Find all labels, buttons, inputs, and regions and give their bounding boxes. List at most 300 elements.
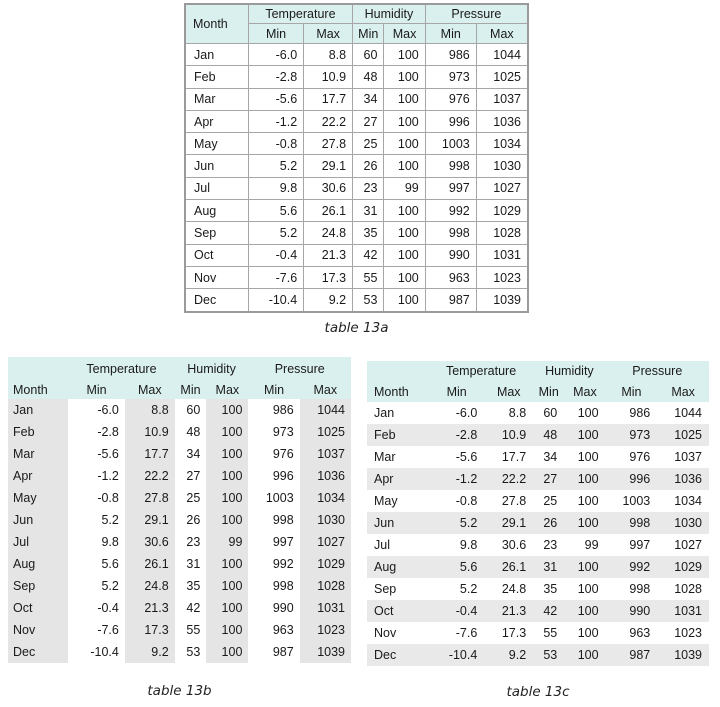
value-cell: 1025 bbox=[300, 421, 351, 443]
table-row bbox=[367, 402, 709, 424]
table-body bbox=[185, 44, 528, 312]
value-cell: 1029 bbox=[657, 556, 709, 578]
table-row bbox=[185, 266, 528, 288]
table-row bbox=[8, 553, 351, 575]
value-cell: 31 bbox=[175, 553, 207, 575]
value-cell: -1.2 bbox=[68, 465, 125, 487]
value-cell: 8.8 bbox=[304, 44, 353, 66]
table-row bbox=[8, 575, 351, 597]
value-cell: -0.4 bbox=[68, 597, 125, 619]
value-cell: 10.9 bbox=[484, 424, 533, 446]
value-cell: 1003 bbox=[425, 133, 476, 155]
value-cell: 24.8 bbox=[484, 578, 533, 600]
month-cell: Dec bbox=[8, 641, 68, 663]
month-cell: May bbox=[8, 487, 68, 509]
value-cell: 31 bbox=[353, 200, 384, 222]
month-cell: Feb bbox=[8, 421, 68, 443]
month-cell: Feb bbox=[185, 66, 248, 88]
table-row bbox=[367, 534, 709, 556]
table-row bbox=[8, 421, 351, 443]
table-row bbox=[367, 600, 709, 622]
value-cell: 100 bbox=[384, 222, 425, 244]
value-cell: 17.7 bbox=[125, 443, 175, 465]
value-cell: 997 bbox=[248, 531, 299, 553]
value-cell: 1028 bbox=[300, 575, 351, 597]
value-cell: 1039 bbox=[300, 641, 351, 663]
value-cell: 987 bbox=[425, 289, 476, 312]
month-cell: Dec bbox=[185, 289, 248, 312]
header-max: Max bbox=[484, 381, 533, 402]
table-row bbox=[367, 490, 709, 512]
value-cell: 60 bbox=[175, 399, 207, 421]
value-cell: 53 bbox=[533, 644, 564, 666]
value-cell: 5.2 bbox=[248, 222, 303, 244]
value-cell: 100 bbox=[564, 556, 605, 578]
value-cell: 9.2 bbox=[304, 289, 353, 312]
value-cell: 1037 bbox=[476, 88, 528, 110]
value-cell: -1.2 bbox=[429, 468, 484, 490]
value-cell: 55 bbox=[353, 266, 384, 288]
value-cell: 987 bbox=[606, 644, 658, 666]
header-max: Max bbox=[300, 380, 351, 399]
value-cell: -5.6 bbox=[68, 443, 125, 465]
value-cell: 100 bbox=[564, 644, 605, 666]
value-cell: 100 bbox=[564, 402, 605, 424]
value-cell: 100 bbox=[206, 575, 248, 597]
table-row bbox=[367, 512, 709, 534]
header-month: Month bbox=[367, 361, 429, 402]
value-cell: 27 bbox=[353, 110, 384, 132]
value-cell: 100 bbox=[206, 619, 248, 641]
value-cell: 1030 bbox=[476, 155, 528, 177]
value-cell: 30.6 bbox=[125, 531, 175, 553]
value-cell: 100 bbox=[384, 244, 425, 266]
value-cell: 986 bbox=[248, 399, 299, 421]
header-max: Max bbox=[476, 24, 528, 44]
value-cell: 1028 bbox=[476, 222, 528, 244]
value-cell: 1039 bbox=[657, 644, 709, 666]
month-cell: Dec bbox=[367, 644, 429, 666]
value-cell: 996 bbox=[248, 465, 299, 487]
value-cell: 100 bbox=[384, 110, 425, 132]
table-row bbox=[185, 66, 528, 88]
value-cell: 22.2 bbox=[484, 468, 533, 490]
value-cell: 48 bbox=[175, 421, 207, 443]
header-humidity: Humidity bbox=[353, 4, 426, 24]
table-row bbox=[8, 465, 351, 487]
value-cell: 973 bbox=[425, 66, 476, 88]
value-cell: 100 bbox=[564, 424, 605, 446]
value-cell: 1023 bbox=[476, 266, 528, 288]
table-row bbox=[8, 531, 351, 553]
value-cell: 23 bbox=[353, 177, 384, 199]
value-cell: 976 bbox=[248, 443, 299, 465]
value-cell: 9.8 bbox=[68, 531, 125, 553]
value-cell: 100 bbox=[384, 66, 425, 88]
month-cell: Apr bbox=[185, 110, 248, 132]
value-cell: -7.6 bbox=[68, 619, 125, 641]
month-cell: Mar bbox=[185, 88, 248, 110]
month-cell: Apr bbox=[8, 465, 68, 487]
value-cell: 1036 bbox=[657, 468, 709, 490]
value-cell: 27.8 bbox=[484, 490, 533, 512]
value-cell: 8.8 bbox=[125, 399, 175, 421]
value-cell: 26.1 bbox=[304, 200, 353, 222]
value-cell: 1025 bbox=[476, 66, 528, 88]
month-cell: Mar bbox=[8, 443, 68, 465]
month-cell: May bbox=[367, 490, 429, 512]
value-cell: 27.8 bbox=[125, 487, 175, 509]
value-cell: -0.4 bbox=[248, 244, 303, 266]
value-cell: 986 bbox=[425, 44, 476, 66]
table-row bbox=[185, 155, 528, 177]
value-cell: 55 bbox=[533, 622, 564, 644]
value-cell: 26.1 bbox=[484, 556, 533, 578]
value-cell: 35 bbox=[353, 222, 384, 244]
value-cell: 100 bbox=[564, 512, 605, 534]
header-min: Min bbox=[175, 380, 207, 399]
value-cell: 100 bbox=[384, 44, 425, 66]
value-cell: 100 bbox=[384, 289, 425, 312]
header-min: Min bbox=[606, 381, 658, 402]
value-cell: 23 bbox=[175, 531, 207, 553]
value-cell: 9.2 bbox=[125, 641, 175, 663]
value-cell: 48 bbox=[353, 66, 384, 88]
value-cell: 100 bbox=[206, 487, 248, 509]
value-cell: -5.6 bbox=[429, 446, 484, 468]
month-cell: Apr bbox=[367, 468, 429, 490]
value-cell: 1031 bbox=[300, 597, 351, 619]
value-cell: 1044 bbox=[300, 399, 351, 421]
table-row bbox=[367, 578, 709, 600]
value-cell: -6.0 bbox=[68, 399, 125, 421]
table-row bbox=[185, 44, 528, 66]
value-cell: 8.8 bbox=[484, 402, 533, 424]
value-cell: 100 bbox=[564, 446, 605, 468]
value-cell: 99 bbox=[384, 177, 425, 199]
value-cell: 100 bbox=[564, 490, 605, 512]
value-cell: 1028 bbox=[657, 578, 709, 600]
value-cell: 1025 bbox=[657, 424, 709, 446]
table-row bbox=[8, 597, 351, 619]
month-cell: Oct bbox=[185, 244, 248, 266]
value-cell: 5.2 bbox=[68, 509, 125, 531]
month-cell: Nov bbox=[8, 619, 68, 641]
month-cell: Jun bbox=[8, 509, 68, 531]
month-cell: Sep bbox=[8, 575, 68, 597]
value-cell: -10.4 bbox=[429, 644, 484, 666]
value-cell: 24.8 bbox=[125, 575, 175, 597]
value-cell: 100 bbox=[564, 578, 605, 600]
month-cell: Aug bbox=[8, 553, 68, 575]
header-max: Max bbox=[304, 24, 353, 44]
value-cell: 100 bbox=[206, 443, 248, 465]
header-min: Min bbox=[68, 380, 125, 399]
value-cell: 5.6 bbox=[68, 553, 125, 575]
value-cell: 5.6 bbox=[248, 200, 303, 222]
value-cell: 990 bbox=[606, 600, 658, 622]
month-cell: Nov bbox=[367, 622, 429, 644]
value-cell: 24.8 bbox=[304, 222, 353, 244]
table-13a bbox=[184, 3, 529, 313]
value-cell: 5.6 bbox=[429, 556, 484, 578]
value-cell: 17.7 bbox=[304, 88, 353, 110]
value-cell: 1034 bbox=[300, 487, 351, 509]
value-cell: 5.2 bbox=[68, 575, 125, 597]
table-row bbox=[8, 443, 351, 465]
value-cell: 1030 bbox=[300, 509, 351, 531]
value-cell: 21.3 bbox=[125, 597, 175, 619]
header-min: Min bbox=[248, 24, 303, 44]
value-cell: 25 bbox=[175, 487, 207, 509]
value-cell: 998 bbox=[248, 509, 299, 531]
table-row bbox=[8, 487, 351, 509]
value-cell: 22.2 bbox=[125, 465, 175, 487]
value-cell: 99 bbox=[206, 531, 248, 553]
month-cell: Jun bbox=[367, 512, 429, 534]
header-humidity: Humidity bbox=[533, 361, 605, 381]
value-cell: 42 bbox=[353, 244, 384, 266]
table-row bbox=[185, 110, 528, 132]
value-cell: 1034 bbox=[657, 490, 709, 512]
value-cell: -1.2 bbox=[248, 110, 303, 132]
table-row bbox=[8, 619, 351, 641]
caption-table-13b: table 13b bbox=[147, 683, 212, 699]
value-cell: 997 bbox=[425, 177, 476, 199]
value-cell: 1003 bbox=[248, 487, 299, 509]
value-cell: 99 bbox=[564, 534, 605, 556]
table-row bbox=[367, 468, 709, 490]
value-cell: 998 bbox=[248, 575, 299, 597]
caption-table-13c: table 13c bbox=[506, 684, 570, 700]
header-temperature: Temperature bbox=[68, 357, 174, 380]
header-pressure: Pressure bbox=[606, 361, 709, 381]
header-month: Month bbox=[8, 357, 68, 399]
value-cell: 21.3 bbox=[484, 600, 533, 622]
value-cell: 100 bbox=[206, 553, 248, 575]
value-cell: 17.3 bbox=[125, 619, 175, 641]
table-row bbox=[367, 424, 709, 446]
value-cell: 1031 bbox=[476, 244, 528, 266]
table-row bbox=[185, 200, 528, 222]
value-cell: -7.6 bbox=[248, 266, 303, 288]
value-cell: 992 bbox=[606, 556, 658, 578]
value-cell: -10.4 bbox=[68, 641, 125, 663]
value-cell: 22.2 bbox=[304, 110, 353, 132]
table-13b bbox=[8, 357, 351, 663]
value-cell: 48 bbox=[533, 424, 564, 446]
value-cell: 5.2 bbox=[429, 578, 484, 600]
table-13c bbox=[367, 361, 709, 666]
value-cell: 60 bbox=[353, 44, 384, 66]
value-cell: 100 bbox=[384, 266, 425, 288]
value-cell: 17.3 bbox=[484, 622, 533, 644]
value-cell: 1027 bbox=[300, 531, 351, 553]
month-cell: Jul bbox=[8, 531, 68, 553]
value-cell: 1044 bbox=[657, 402, 709, 424]
table-row bbox=[185, 289, 528, 312]
header-temperature: Temperature bbox=[429, 361, 533, 381]
value-cell: 35 bbox=[533, 578, 564, 600]
value-cell: -2.8 bbox=[429, 424, 484, 446]
value-cell: 100 bbox=[206, 465, 248, 487]
value-cell: 9.2 bbox=[484, 644, 533, 666]
month-cell: Aug bbox=[185, 200, 248, 222]
value-cell: -5.6 bbox=[248, 88, 303, 110]
value-cell: 42 bbox=[175, 597, 207, 619]
value-cell: 1031 bbox=[657, 600, 709, 622]
value-cell: 1039 bbox=[476, 289, 528, 312]
value-cell: 997 bbox=[606, 534, 658, 556]
value-cell: 1037 bbox=[657, 446, 709, 468]
month-cell: Aug bbox=[367, 556, 429, 578]
value-cell: 990 bbox=[248, 597, 299, 619]
value-cell: 100 bbox=[564, 622, 605, 644]
value-cell: 27 bbox=[533, 468, 564, 490]
value-cell: 25 bbox=[533, 490, 564, 512]
value-cell: 1003 bbox=[606, 490, 658, 512]
value-cell: 996 bbox=[606, 468, 658, 490]
table-row bbox=[185, 177, 528, 199]
value-cell: -0.8 bbox=[429, 490, 484, 512]
value-cell: 29.1 bbox=[484, 512, 533, 534]
header-max: Max bbox=[125, 380, 175, 399]
value-cell: 1027 bbox=[657, 534, 709, 556]
value-cell: 9.8 bbox=[248, 177, 303, 199]
value-cell: 996 bbox=[425, 110, 476, 132]
header-max: Max bbox=[657, 381, 709, 402]
value-cell: -0.8 bbox=[248, 133, 303, 155]
value-cell: 55 bbox=[175, 619, 207, 641]
value-cell: 998 bbox=[606, 512, 658, 534]
value-cell: 60 bbox=[533, 402, 564, 424]
header-min: Min bbox=[353, 24, 384, 44]
value-cell: 963 bbox=[425, 266, 476, 288]
value-cell: 1029 bbox=[300, 553, 351, 575]
value-cell: 1036 bbox=[476, 110, 528, 132]
value-cell: 100 bbox=[206, 509, 248, 531]
caption-table-13a: table 13a bbox=[324, 320, 389, 336]
header-max: Max bbox=[384, 24, 425, 44]
value-cell: 100 bbox=[206, 641, 248, 663]
value-cell: 10.9 bbox=[125, 421, 175, 443]
table-row bbox=[185, 244, 528, 266]
value-cell: 34 bbox=[353, 88, 384, 110]
value-cell: -6.0 bbox=[248, 44, 303, 66]
value-cell: 992 bbox=[425, 200, 476, 222]
value-cell: 53 bbox=[175, 641, 207, 663]
month-cell: Jun bbox=[185, 155, 248, 177]
value-cell: 27.8 bbox=[304, 133, 353, 155]
value-cell: 963 bbox=[248, 619, 299, 641]
value-cell: 27 bbox=[175, 465, 207, 487]
value-cell: 990 bbox=[425, 244, 476, 266]
value-cell: 10.9 bbox=[304, 66, 353, 88]
month-cell: Nov bbox=[185, 266, 248, 288]
value-cell: 17.7 bbox=[484, 446, 533, 468]
value-cell: 1037 bbox=[300, 443, 351, 465]
value-cell: 987 bbox=[248, 641, 299, 663]
month-cell: Jul bbox=[367, 534, 429, 556]
month-cell: Jan bbox=[185, 44, 248, 66]
value-cell: 34 bbox=[175, 443, 207, 465]
value-cell: 100 bbox=[564, 468, 605, 490]
value-cell: -2.8 bbox=[68, 421, 125, 443]
header-humidity: Humidity bbox=[175, 357, 249, 380]
value-cell: -7.6 bbox=[429, 622, 484, 644]
value-cell: 976 bbox=[606, 446, 658, 468]
value-cell: 30.6 bbox=[484, 534, 533, 556]
header-min: Min bbox=[429, 381, 484, 402]
header-max: Max bbox=[206, 380, 248, 399]
value-cell: 53 bbox=[353, 289, 384, 312]
value-cell: 31 bbox=[533, 556, 564, 578]
value-cell: 26 bbox=[533, 512, 564, 534]
table-body bbox=[367, 402, 709, 666]
header-month: Month bbox=[185, 4, 248, 44]
value-cell: 998 bbox=[425, 222, 476, 244]
value-cell: 35 bbox=[175, 575, 207, 597]
value-cell: 25 bbox=[353, 133, 384, 155]
value-cell: 1030 bbox=[657, 512, 709, 534]
value-cell: 100 bbox=[384, 155, 425, 177]
table-row bbox=[367, 644, 709, 666]
table-row bbox=[185, 88, 528, 110]
value-cell: 30.6 bbox=[304, 177, 353, 199]
value-cell: 42 bbox=[533, 600, 564, 622]
value-cell: 29.1 bbox=[304, 155, 353, 177]
value-cell: 1023 bbox=[300, 619, 351, 641]
value-cell: 100 bbox=[206, 421, 248, 443]
value-cell: -0.8 bbox=[68, 487, 125, 509]
month-cell: Mar bbox=[367, 446, 429, 468]
value-cell: 963 bbox=[606, 622, 658, 644]
month-cell: Jan bbox=[367, 402, 429, 424]
value-cell: -2.8 bbox=[248, 66, 303, 88]
value-cell: 1027 bbox=[476, 177, 528, 199]
value-cell: 26 bbox=[353, 155, 384, 177]
value-cell: -10.4 bbox=[248, 289, 303, 312]
month-cell: Sep bbox=[185, 222, 248, 244]
value-cell: -6.0 bbox=[429, 402, 484, 424]
value-cell: 21.3 bbox=[304, 244, 353, 266]
value-cell: 34 bbox=[533, 446, 564, 468]
header-temperature: Temperature bbox=[248, 4, 352, 24]
table-row bbox=[185, 222, 528, 244]
table-row bbox=[8, 641, 351, 663]
value-cell: 100 bbox=[384, 200, 425, 222]
value-cell: 5.2 bbox=[429, 512, 484, 534]
month-cell: Oct bbox=[367, 600, 429, 622]
month-cell: Oct bbox=[8, 597, 68, 619]
value-cell: -0.4 bbox=[429, 600, 484, 622]
value-cell: 26 bbox=[175, 509, 207, 531]
value-cell: 9.8 bbox=[429, 534, 484, 556]
value-cell: 1023 bbox=[657, 622, 709, 644]
value-cell: 1034 bbox=[476, 133, 528, 155]
value-cell: 29.1 bbox=[125, 509, 175, 531]
header-pressure: Pressure bbox=[248, 357, 351, 380]
table-row bbox=[367, 556, 709, 578]
table-row bbox=[8, 399, 351, 421]
header-min: Min bbox=[248, 380, 299, 399]
value-cell: 1044 bbox=[476, 44, 528, 66]
header-min: Min bbox=[533, 381, 564, 402]
value-cell: 100 bbox=[384, 88, 425, 110]
value-cell: 5.2 bbox=[248, 155, 303, 177]
month-cell: Jul bbox=[185, 177, 248, 199]
table-row bbox=[367, 446, 709, 468]
